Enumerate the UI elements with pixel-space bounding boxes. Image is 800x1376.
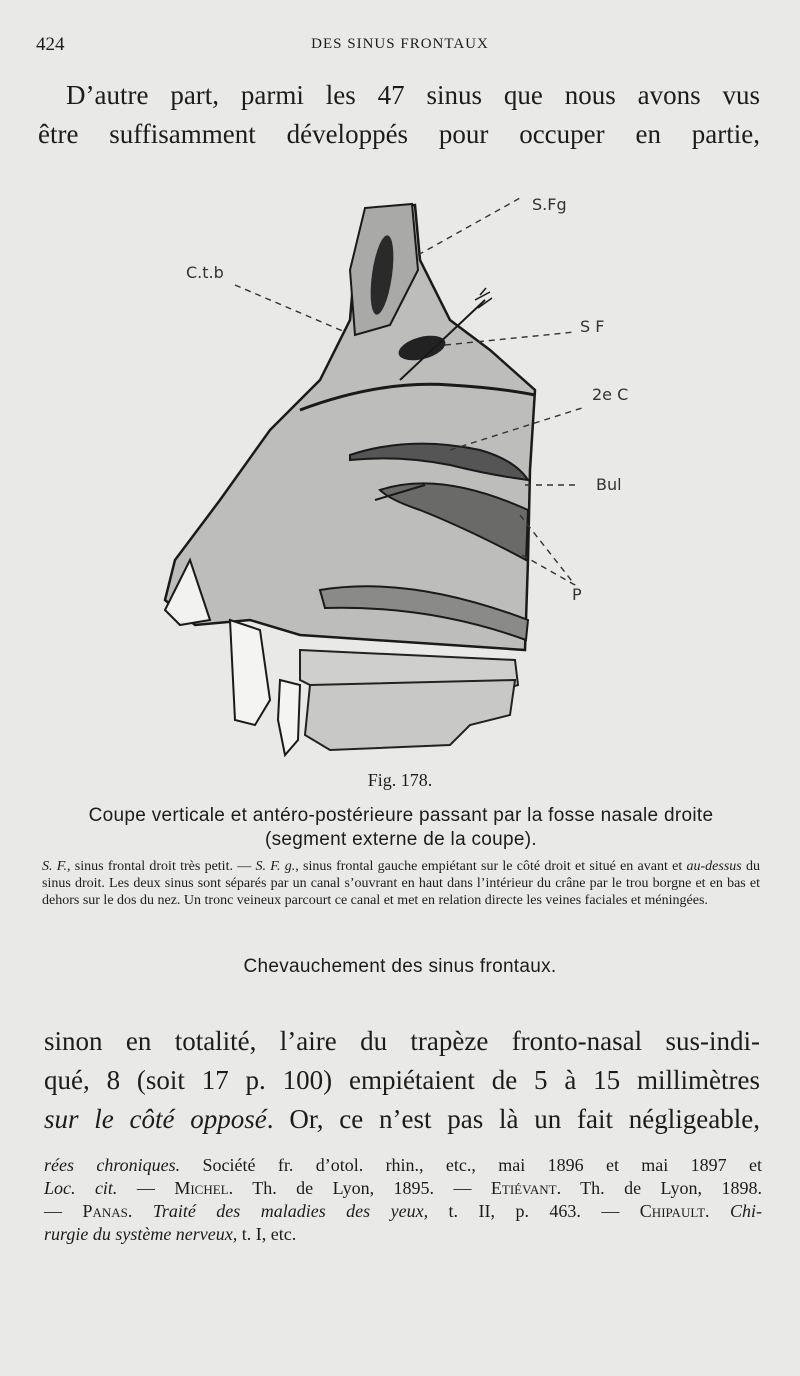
leader-ctb [235, 285, 345, 332]
body-line-3: sinon en totalité, l’aire du trapèze fronto-nasal sus-indi- [44, 1026, 760, 1056]
leader-p2 [522, 555, 575, 585]
fn-it-4: rurgie du système nerveux, [44, 1224, 238, 1244]
fn-it-3: Traité des maladies des yeux, [152, 1201, 429, 1221]
fn-txt-2c: . Th. de Lyon, 1898. [556, 1178, 762, 1198]
caption-line-1: Coupe verticale et antéro-postérieure passant par la fosse nasale droite [88, 805, 714, 826]
label-sfg: S.Fg [532, 195, 567, 214]
footnote-line-4 [44, 1223, 762, 1246]
fn-txt-3b: . [127, 1201, 153, 1221]
fn-txt-2b: . Th. de Lyon, 1895. — [228, 1178, 491, 1198]
figure-caption [40, 804, 762, 852]
caption-line-2: (segment externe de la coupe). [265, 829, 537, 850]
anatomical-illustration [150, 180, 660, 760]
leader-sfg [418, 198, 520, 255]
fn-author-panas: Panas [82, 1201, 128, 1221]
tooth-canine [278, 680, 300, 755]
fn-txt-4: t. I, etc. [237, 1224, 297, 1244]
tooth-incisor [230, 620, 270, 725]
fn-it-3b: Chi- [729, 1201, 762, 1221]
label-2c: 2e C [592, 385, 629, 404]
footnote-line-3 [44, 1200, 762, 1223]
fn-it-2: Loc. cit. [44, 1178, 118, 1198]
page-number: 424 [36, 34, 65, 55]
label-ctb: C.t.b [186, 263, 224, 282]
probe-feather [475, 288, 492, 308]
fn-txt-3c: t. II, p. 463. — [428, 1201, 640, 1221]
body-line-5 [44, 1100, 760, 1139]
label-p: P [572, 585, 582, 604]
legend-emph: au-dessus [686, 859, 742, 874]
legend-abbr-sf: S. F. [42, 859, 68, 874]
legend-text-a: , sinus frontal droit très petit. — [67, 859, 256, 874]
lower-block [305, 680, 515, 750]
legend-text-b: , sinus frontal gauche empiétant sur le côté droit et situé en avant et [295, 859, 687, 874]
figure-number: Fig. 178. [367, 770, 433, 790]
fn-author-michel: Michel [174, 1178, 229, 1198]
fn-txt-3d: . [705, 1201, 730, 1221]
fn-it-1: rées chroniques. [44, 1155, 181, 1175]
fn-txt-3a: — [44, 1201, 83, 1221]
fn-author-chipault: Chipault [639, 1201, 706, 1221]
footnote-line-2 [44, 1177, 762, 1200]
legend-text-c: du sinus droit. Les deux sinus sont séparés par un canal s’ouvrant en haut dans l’intérieur du crâne par le trou borgne et en bas et dehors sur le dos du nez. Un tronc veineux parcourt ce canal et met en relation directe les veines faciales et méningées. [42, 859, 761, 908]
running-title: DES SINUS FRONTAUX [311, 36, 489, 52]
fn-author-etievant: Etiévant [490, 1178, 557, 1198]
body-line-1: D’autre part, parmi les 47 sinus que nous avons vus [66, 80, 760, 110]
footnote-line-1 [44, 1154, 762, 1177]
body-line-5-text: . Or, ce n’est pas là un fait négligeable, [266, 1104, 760, 1134]
body-emph: sur le côté opposé [44, 1104, 267, 1134]
label-sf: S F [580, 317, 605, 336]
label-bul: Bul [596, 475, 622, 494]
body-line-2: être suffisamment développés pour occuper en partie, [38, 119, 760, 149]
fn-txt-1: Société fr. d’otol. rhin., etc., mai 1896 et mai 1897 et [180, 1155, 762, 1175]
legend-abbr-sfg: S. F. g. [255, 859, 296, 874]
fn-txt-2a: — [117, 1178, 175, 1198]
figure-summary: Chevauchement des sinus frontaux. [243, 956, 557, 977]
body-line-4: qué, 8 (soit 17 p. 100) empiétaient de 5 à 15 millimètres [44, 1065, 760, 1095]
figure-legend [42, 858, 760, 909]
